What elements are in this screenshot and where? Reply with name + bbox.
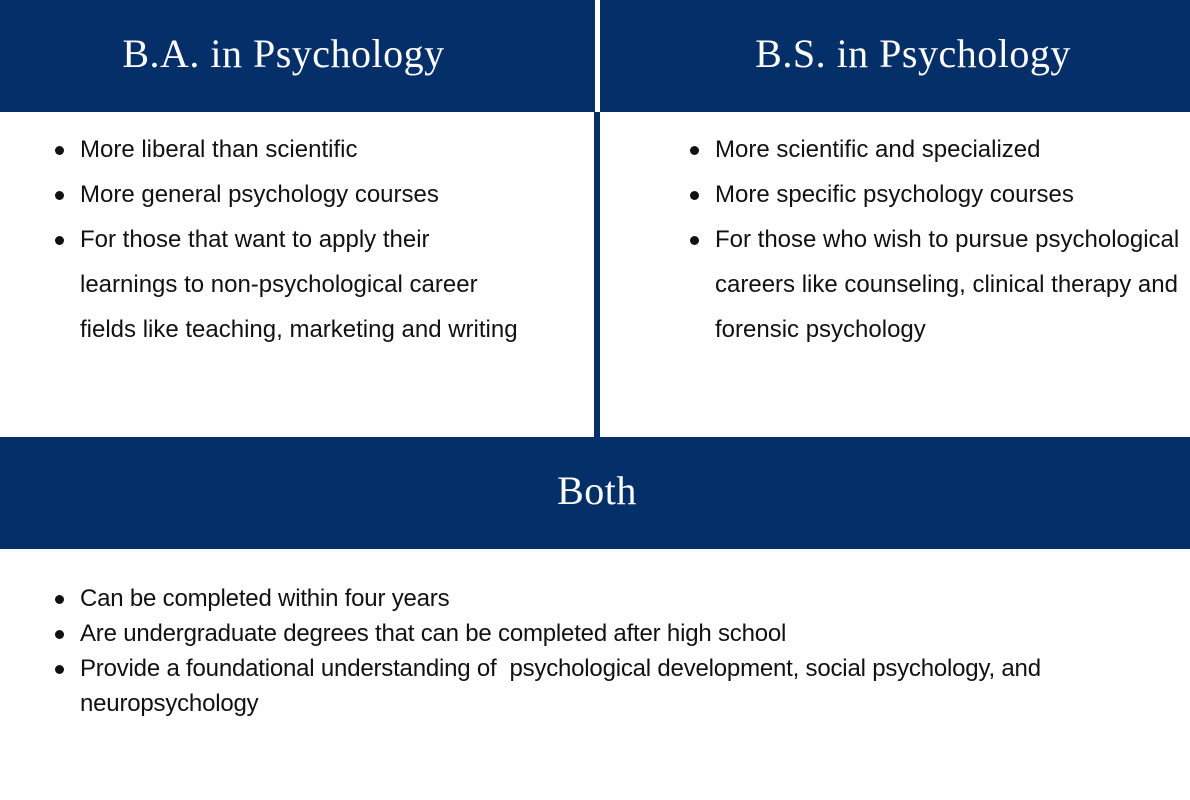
list-item: More scientific and specialized bbox=[688, 127, 1188, 172]
ba-bullet-list bbox=[53, 127, 573, 352]
list-item: Are undergraduate degrees that can be completed after high school bbox=[53, 616, 1163, 651]
bs-title: B.S. in Psychology bbox=[755, 30, 1071, 76]
both-list-section bbox=[53, 581, 1163, 721]
bs-list-section bbox=[688, 127, 1188, 352]
list-item: Provide a foundational understanding of psychological development, social psychology, and neuropsychology bbox=[53, 651, 1163, 721]
both-bullet-list bbox=[53, 581, 1163, 721]
list-item: More liberal than scientific bbox=[53, 127, 573, 172]
list-item: More general psychology courses bbox=[53, 172, 573, 217]
bs-header bbox=[600, 0, 1190, 112]
both-header bbox=[0, 437, 1190, 549]
bs-bullet-list bbox=[688, 127, 1188, 352]
list-item: Can be completed within four years bbox=[53, 581, 1163, 616]
list-item: For those who wish to pursue psychological careers like counseling, clinical therapy and forensic psychology bbox=[688, 217, 1185, 352]
list-item: More specific psychology courses bbox=[688, 172, 1188, 217]
both-title: Both bbox=[557, 467, 637, 513]
ba-title: B.A. in Psychology bbox=[122, 30, 445, 76]
column-divider bbox=[594, 112, 600, 437]
ba-header bbox=[0, 0, 595, 112]
list-item: For those that want to apply their learnings to non-psychological career fields like teaching, marketing and writing bbox=[53, 217, 520, 352]
ba-list-section bbox=[53, 127, 573, 352]
